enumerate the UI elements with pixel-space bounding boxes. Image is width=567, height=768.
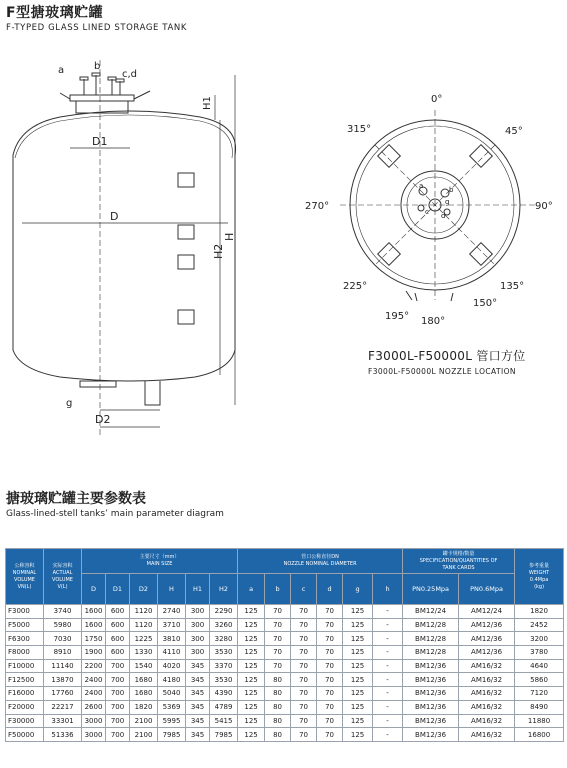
table-cell: 5860 — [515, 673, 564, 687]
table-cell: BM12/36 — [403, 687, 459, 701]
table-cell: 70 — [291, 659, 317, 673]
table-cell: 70 — [291, 714, 317, 728]
table-cell: 70 — [291, 673, 317, 687]
table-cell: AM16/32 — [459, 700, 515, 714]
table-row — [6, 700, 564, 714]
table-cell: 80 — [265, 687, 291, 701]
table-cell: 300 — [186, 618, 210, 632]
table-cell: 3000 — [82, 714, 106, 728]
table-cell: 70 — [317, 687, 343, 701]
table-cell: 2400 — [82, 687, 106, 701]
subheader-cell: D2 — [130, 574, 158, 605]
nozzle-caption-cn: F3000L-F50000L 管口方位 — [368, 349, 526, 363]
angle-270: 270° — [305, 201, 330, 212]
table-cell: 700 — [106, 673, 130, 687]
table-cell: 70 — [317, 659, 343, 673]
table-cell: 345 — [186, 700, 210, 714]
header-main-size: 主要尺寸（mm） MAIN SIZE — [82, 549, 238, 574]
params-title-cn: 搪玻璃贮罐主要参数表 — [6, 491, 146, 507]
table-cell: 3740 — [44, 605, 82, 619]
table-cell: BM12/36 — [403, 659, 459, 673]
table-cell: 2740 — [158, 605, 186, 619]
tank-elevation-drawing — [0, 55, 250, 445]
angle-150: 150° — [473, 298, 498, 309]
table-cell: 1330 — [130, 646, 158, 660]
table-cell: BM12/28 — [403, 618, 459, 632]
table-cell: - — [373, 646, 403, 660]
table-cell: 70 — [291, 646, 317, 660]
table-cell: 125 — [238, 714, 265, 728]
table-cell: 70 — [291, 687, 317, 701]
table-cell: 13870 — [44, 673, 82, 687]
angle-0: 0° — [431, 94, 443, 105]
table-cell: 125 — [238, 632, 265, 646]
table-cell: 4020 — [158, 659, 186, 673]
table-cell: 2400 — [82, 673, 106, 687]
center-label-b: b — [449, 186, 454, 194]
table-cell: 70 — [291, 605, 317, 619]
table-cell: 300 — [186, 605, 210, 619]
table-cell: 125 — [238, 687, 265, 701]
table-cell: 1540 — [130, 659, 158, 673]
table-cell: 4390 — [210, 687, 238, 701]
table-cell: BM12/36 — [403, 714, 459, 728]
table-cell: 1820 — [130, 700, 158, 714]
table-cell: AM12/36 — [459, 618, 515, 632]
table-cell: 125 — [238, 700, 265, 714]
label-H2: H2 — [212, 243, 225, 259]
center-label-g: g — [445, 198, 450, 206]
subheader-cell: D1 — [106, 574, 130, 605]
table-cell: 125 — [238, 605, 265, 619]
header-nominal-volume: 公称容积 NOMINAL VOLUME VN(L) — [6, 549, 44, 605]
table-cell: 700 — [106, 728, 130, 742]
table-cell: F20000 — [6, 700, 44, 714]
table-cell: 70 — [291, 618, 317, 632]
table-cell: 70 — [265, 659, 291, 673]
table-cell: 125 — [343, 632, 373, 646]
table-row — [6, 687, 564, 701]
table-cell: 11140 — [44, 659, 82, 673]
table-cell: BM12/24 — [403, 605, 459, 619]
table-cell: 345 — [186, 728, 210, 742]
table-cell: BM12/36 — [403, 673, 459, 687]
table-cell: BM12/28 — [403, 646, 459, 660]
label-D: D — [110, 210, 119, 223]
table-cell: 16800 — [515, 728, 564, 742]
center-label-a: a — [419, 182, 424, 190]
table-cell: BM12/36 — [403, 700, 459, 714]
table-cell: 700 — [106, 700, 130, 714]
table-cell: 80 — [265, 714, 291, 728]
table-cell: 1120 — [130, 605, 158, 619]
table-cell: 125 — [343, 659, 373, 673]
page-title-cn: F型搪玻璃贮罐 — [6, 5, 104, 21]
header-weight: 参考重量 WEIGHT 0.4Mpa (kg) — [515, 549, 564, 605]
table-cell: 5040 — [158, 687, 186, 701]
label-g: g — [66, 398, 73, 409]
label-D2: D2 — [95, 413, 111, 426]
label-cd: c,d — [122, 69, 138, 80]
table-cell: 5980 — [44, 618, 82, 632]
table-row — [6, 659, 564, 673]
table-cell: 2452 — [515, 618, 564, 632]
header-tank-cards: 罐卡规格/数量 SPECIFICATION/QUANTITIES OF TANK CARDS — [403, 549, 515, 574]
table-cell: 345 — [186, 673, 210, 687]
table-row — [6, 673, 564, 687]
table-cell: - — [373, 687, 403, 701]
table-cell: - — [373, 714, 403, 728]
table-cell: 33301 — [44, 714, 82, 728]
angle-315: 315° — [347, 124, 372, 135]
table-cell: 1820 — [515, 605, 564, 619]
table-cell: 70 — [317, 673, 343, 687]
table-header-row — [6, 549, 564, 574]
table-cell: 5995 — [158, 714, 186, 728]
parameter-table — [5, 548, 564, 742]
table-cell: 4640 — [515, 659, 564, 673]
table-cell: 70 — [291, 632, 317, 646]
table-cell: AM12/24 — [459, 605, 515, 619]
table-cell: 345 — [186, 714, 210, 728]
table-cell: - — [373, 700, 403, 714]
nozzle-caption-en: F3000L-F50000L NOZZLE LOCATION — [368, 367, 516, 376]
table-cell: F50000 — [6, 728, 44, 742]
table-cell: 1680 — [130, 687, 158, 701]
table-cell: AM16/32 — [459, 659, 515, 673]
table-cell: 70 — [317, 605, 343, 619]
table-cell: 2100 — [130, 728, 158, 742]
table-cell: F16000 — [6, 687, 44, 701]
table-cell: F12500 — [6, 673, 44, 687]
table-cell: 5369 — [158, 700, 186, 714]
table-cell: 125 — [343, 700, 373, 714]
table-cell: 2600 — [82, 700, 106, 714]
angle-45: 45° — [505, 126, 523, 137]
table-cell: 3370 — [210, 659, 238, 673]
angle-135: 135° — [500, 281, 525, 292]
table-cell: 300 — [186, 646, 210, 660]
table-cell: 80 — [265, 700, 291, 714]
table-cell: 4180 — [158, 673, 186, 687]
table-cell: 125 — [238, 646, 265, 660]
table-cell: AM16/32 — [459, 714, 515, 728]
table-cell: 70 — [265, 605, 291, 619]
table-cell: 125 — [238, 728, 265, 742]
table-cell: 3000 — [82, 728, 106, 742]
subheader-cell: H2 — [210, 574, 238, 605]
table-cell: AM12/36 — [459, 632, 515, 646]
label-H1: H1 — [202, 96, 213, 110]
table-cell: 70 — [291, 728, 317, 742]
table-row — [6, 728, 564, 742]
label-b: b — [94, 61, 101, 72]
table-cell: 125 — [343, 728, 373, 742]
table-cell: 3780 — [515, 646, 564, 660]
table-cell: F6300 — [6, 632, 44, 646]
center-label-c: c — [425, 208, 429, 216]
tank-body — [13, 111, 236, 381]
table-cell: 70 — [317, 714, 343, 728]
table-cell: 70 — [291, 700, 317, 714]
subheader-cell: a — [238, 574, 265, 605]
table-row — [6, 605, 564, 619]
table-cell: 700 — [106, 659, 130, 673]
table-cell: 3530 — [210, 673, 238, 687]
table-row — [6, 618, 564, 632]
subheader-cell: c — [291, 574, 317, 605]
table-cell: 3200 — [515, 632, 564, 646]
subheader-cell: h — [373, 574, 403, 605]
table-cell: 300 — [186, 632, 210, 646]
table-cell: 17760 — [44, 687, 82, 701]
table-cell: 70 — [265, 646, 291, 660]
table-cell: 125 — [343, 605, 373, 619]
table-cell: 1225 — [130, 632, 158, 646]
table-cell: 7030 — [44, 632, 82, 646]
table-cell: 125 — [238, 673, 265, 687]
table-subheader-row — [6, 574, 564, 605]
table-cell: 600 — [106, 618, 130, 632]
angle-195: 195° — [385, 311, 410, 322]
manhole-flange — [70, 95, 134, 101]
table-cell: 80 — [265, 673, 291, 687]
table-cell: 80 — [265, 728, 291, 742]
label-D1: D1 — [92, 135, 108, 148]
table-cell: 70 — [265, 618, 291, 632]
table-cell: 5415 — [210, 714, 238, 728]
table-cell: 70 — [317, 728, 343, 742]
table-cell: 700 — [106, 687, 130, 701]
table-cell: 3260 — [210, 618, 238, 632]
table-cell: - — [373, 632, 403, 646]
subheader-cell: PN0.6Mpa — [459, 574, 515, 605]
table-cell: 70 — [317, 618, 343, 632]
table-cell: F10000 — [6, 659, 44, 673]
table-cell: F30000 — [6, 714, 44, 728]
label-H: H — [223, 232, 236, 241]
table-cell: BM12/36 — [403, 728, 459, 742]
table-cell: AM16/32 — [459, 687, 515, 701]
table-cell: - — [373, 618, 403, 632]
subheader-cell: H — [158, 574, 186, 605]
params-title-en: Glass-lined-stell tanks’ main parameter diagram — [6, 509, 224, 519]
table-cell: 51336 — [44, 728, 82, 742]
subheader-cell: D — [82, 574, 106, 605]
table-cell: AM16/32 — [459, 673, 515, 687]
table-cell: 3280 — [210, 632, 238, 646]
table-cell: 11880 — [515, 714, 564, 728]
angle-90: 90° — [535, 201, 553, 212]
table-cell: 600 — [106, 632, 130, 646]
table-cell: 700 — [106, 714, 130, 728]
center-label-d: d — [441, 212, 446, 220]
table-cell: BM12/28 — [403, 632, 459, 646]
table-cell: 7985 — [210, 728, 238, 742]
subheader-cell: PN0.25Mpa — [403, 574, 459, 605]
table-cell: 70 — [317, 646, 343, 660]
table-row — [6, 632, 564, 646]
page-title-en: F-TYPED GLASS LINED STORAGE TANK — [6, 23, 187, 33]
nozzle-location-diagram — [295, 88, 567, 333]
table-cell: 2200 — [82, 659, 106, 673]
table-cell: 4789 — [210, 700, 238, 714]
header-nozzle-diameter: 管口公称直径DN NOZZLE NOMINAL DIAMETER — [238, 549, 403, 574]
table-row — [6, 646, 564, 660]
header-actual-volume: 实际容积 ACTUAL VOLUME V(L) — [44, 549, 82, 605]
table-cell: F3000 — [6, 605, 44, 619]
table-cell: 600 — [106, 605, 130, 619]
table-cell: - — [373, 673, 403, 687]
table-cell: 125 — [238, 659, 265, 673]
table-cell: 125 — [343, 714, 373, 728]
angle-225: 225° — [343, 281, 368, 292]
subheader-cell: H1 — [186, 574, 210, 605]
subheader-cell: g — [343, 574, 373, 605]
table-row — [6, 714, 564, 728]
table-cell: 70 — [317, 632, 343, 646]
table-cell: 125 — [238, 618, 265, 632]
table-cell: F5000 — [6, 618, 44, 632]
table-cell: 1120 — [130, 618, 158, 632]
subheader-cell: d — [317, 574, 343, 605]
table-cell: 1680 — [130, 673, 158, 687]
table-cell: 600 — [106, 646, 130, 660]
angle-180: 180° — [421, 316, 446, 327]
table-cell: 8910 — [44, 646, 82, 660]
table-cell: 125 — [343, 673, 373, 687]
table-cell: F8000 — [6, 646, 44, 660]
table-cell: 22217 — [44, 700, 82, 714]
table-cell: 125 — [343, 618, 373, 632]
label-a: a — [58, 65, 65, 76]
table-cell: 3810 — [158, 632, 186, 646]
table-cell: 345 — [186, 687, 210, 701]
table-cell: 7985 — [158, 728, 186, 742]
table-cell: 2290 — [210, 605, 238, 619]
table-cell: 1600 — [82, 605, 106, 619]
table-cell: - — [373, 605, 403, 619]
table-cell: AM12/36 — [459, 646, 515, 660]
table-cell: 8490 — [515, 700, 564, 714]
table-cell: - — [373, 728, 403, 742]
table-cell: 70 — [265, 632, 291, 646]
table-cell: 125 — [343, 646, 373, 660]
table-cell: 2100 — [130, 714, 158, 728]
table-cell: 3710 — [158, 618, 186, 632]
table-cell: 345 — [186, 659, 210, 673]
table-cell: 7120 — [515, 687, 564, 701]
table-cell: 70 — [317, 700, 343, 714]
table-cell: 125 — [343, 687, 373, 701]
table-cell: AM16/32 — [459, 728, 515, 742]
table-cell: 1750 — [82, 632, 106, 646]
table-body — [6, 605, 564, 742]
table-cell: 4110 — [158, 646, 186, 660]
table-cell: 1600 — [82, 618, 106, 632]
table-cell: - — [373, 659, 403, 673]
subheader-cell: b — [265, 574, 291, 605]
table-cell: 1900 — [82, 646, 106, 660]
table-cell: 3530 — [210, 646, 238, 660]
